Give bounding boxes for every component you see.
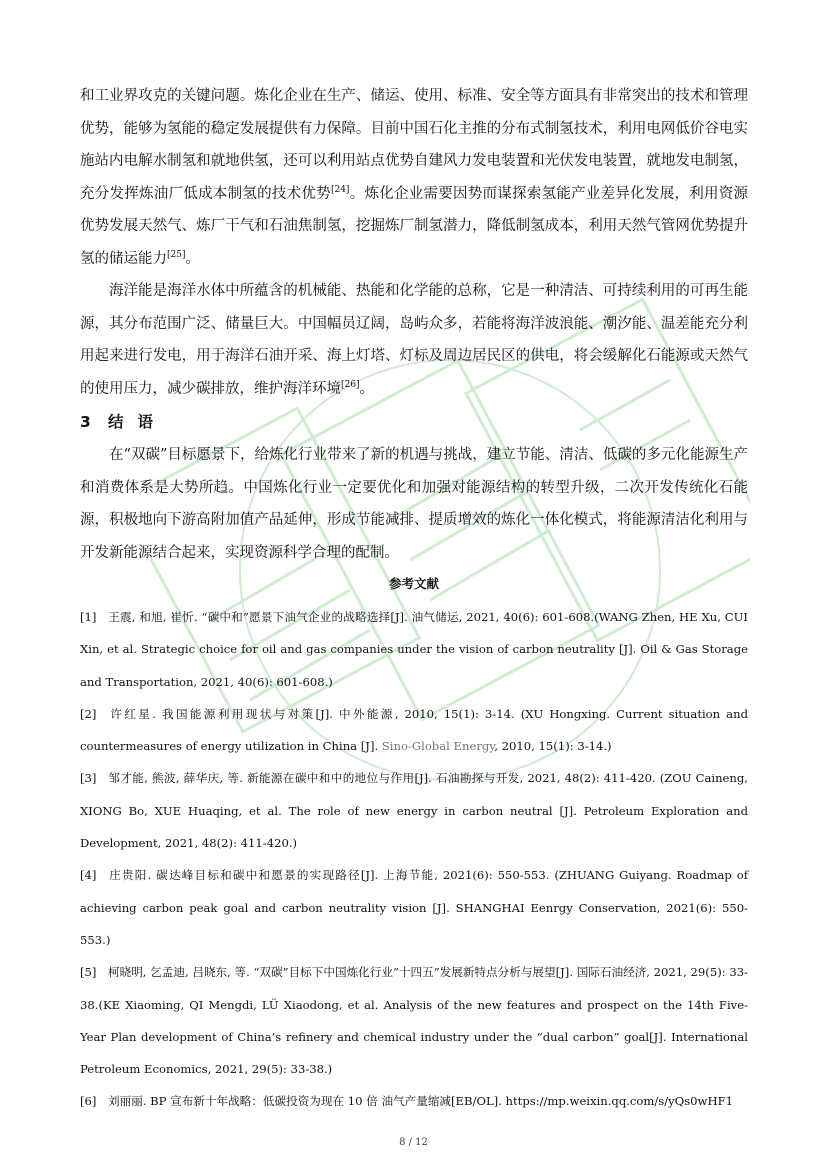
citation-25[interactable]: [25] [167,249,186,260]
paragraph-ocean-energy: 海洋能是海洋水体中所蕴含的机械能、热能和化学能的总称，它是一种清洁、可持续利用的可再生能源，其分布范围广泛、储量巨大。中国幅员辽阔，岛屿众多，若能将海洋波浪能、潮汐能、温差能充分利用起来进行发电，用于海洋石油开采、海上灯塔、灯标及周边居民区的供电，将会缓解化石能源或天然气的使用压力，减少碳排放，维护海洋环境[26]。 [80,283,748,397]
references-title: 参考文献 [388,576,439,591]
reference-item: [2] 许红星. 我国能源利用现状与对策[J]. 中外能源, 2010, 15(1): 3-14. (XU Hongxing. Current situation and countermeasures of energy utilization in China [J]. Sino-Global Energy, 2010, 15(1): 3-14.) [80,706,748,754]
section-heading-conclusion [80,407,748,437]
section-number: 3 [80,413,91,431]
page-content [80,80,748,1118]
page-number: 8 / 12 [399,1137,428,1148]
paragraph-hydrogen: 和工业界攻克的关键问题。炼化企业在生产、储运、使用、标准、安全等方面具有非常突出的技术和管理优势，能够为氢能的稳定发展提供有力保障。目前中国石化主推的分布式制氢技术，利用电网低价谷电实施站内电解水制氢和就地供氢，还可以利用站点优势自建风力发电装置和光伏发电装置，就地发电制氢，充分发挥炼油厂低成本制氢的技术优势[24]。炼化企业需要因势而谋探索氢能产业差异化发展，利用资源优势发展天然气、炼厂干气和石油焦制氢，挖掘炼厂制氢潜力，降低制氢成本，利用天然气管网优势提升氢的储运能力[25]。 [80,88,749,267]
reference-item: [1] 王震, 和旭, 崔忻. “碳中和”愿景下油气企业的战略选择[J]. 油气储运, 2021, 40(6): 601-608.(WANG Zhen, HE Xu, CUI Xin, et al. Strategic choice for oil and gas companies under the vision of carbon neutrality [J]. Oil & Gas Storage and Transportation, 2021, 40(6): 601-608.) [80,610,748,689]
citation-26[interactable]: [26] [341,379,360,390]
reference-list [80,601,748,1118]
reference-item: [3] 邹才能, 熊波, 薛华庆, 等. 新能源在碳中和中的地位与作用[J]. 石油勘探与开发, 2021, 48(2): 411-420. (ZOU Caineng, XIONG Bo, XUE Huaqing, et al. The role of new energy in carbon neutral [J]. Petroleum Exploration and Development, 2021, 48(2): 411-420.) [80,771,748,851]
paragraph-conclusion: 在“双碳”目标愿景下，给炼化行业带来了新的机遇与挑战，建立节能、清洁、低碳的多元化能源生产和消费体系是大势所趋。中国炼化行业一定要优化和加强对能源结构的转型升级，二次开发传统化石能源，积极地向下游高附加值产品延伸，形成节能减排、提质增效的炼化一体化模式，将能源清洁化利用与开发新能源结合起来，实现资源科学合理的配制。 [80,447,748,561]
citation-24[interactable]: [24] [330,184,350,195]
section-title: 结语 [108,413,168,431]
reference-item[interactable]: [6] 刘丽丽. BP 宣布新十年战略：低碳投资为现在 10 倍 油气产量缩减[EB/OL]. https://mp.weixin.qq.com/s/yQs0wHF1 [80,1094,734,1109]
reference-item: [4] 庄贵阳. 碳达峰目标和碳中和愿景的实现路径[J]. 上海节能, 2021(6): 550-553. (ZHUANG Guiyang. Roadmap of achieving carbon peak goal and carbon neutrality vision [J]. SHANGHAI Eenrgy Conservation, 2021(6): 550-553.) [80,868,748,947]
reference-item: [5] 柯晓明, 乞孟迪, 吕晓东, 等. “双碳”目标下中国炼化行业“十四五”发展新特点分析与展望[J]. 国际石油经济, 2021, 29(5): 33-38.(KE Xiaoming, QI Mengdi, LÜ Xiaodong, et al. Analysis of the new features and prospect on the 14th Five-Year Plan development of China’s refinery and chemical industry under the “dual carbon” goal[J]. International Petroleum Economics, 2021, 29(5): 33-38.) [80,965,748,1077]
